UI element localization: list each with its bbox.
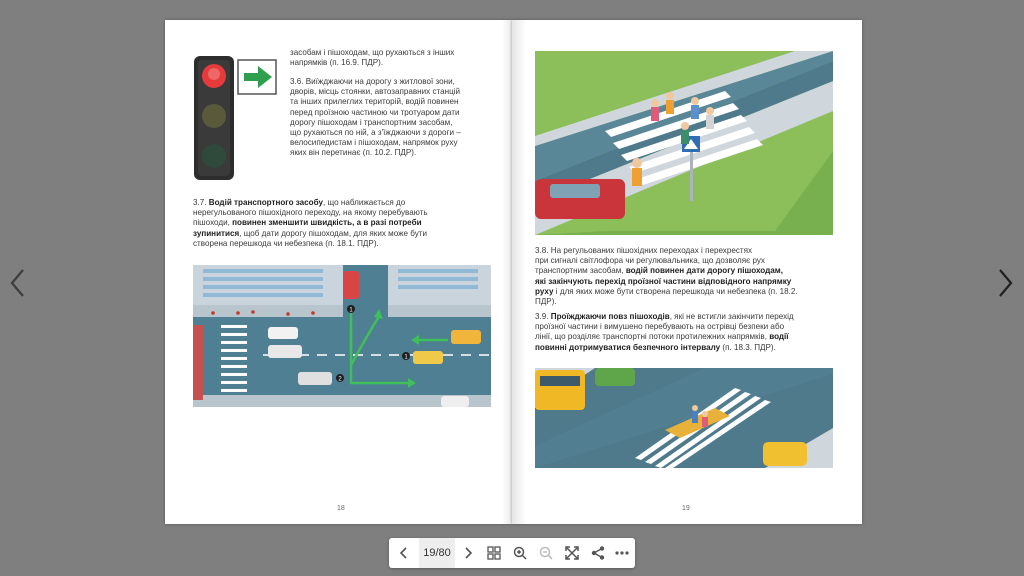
bold-text: руху xyxy=(535,286,554,296)
text-span: 3.9. xyxy=(535,312,551,321)
viewer-toolbar xyxy=(389,538,635,568)
paragraph-3-9 xyxy=(535,312,845,353)
text-span: , щоб дати дорогу пішоходам, для яких може бути xyxy=(239,228,428,238)
fullscreen-button[interactable] xyxy=(559,538,585,568)
chevron-left-icon xyxy=(8,266,28,300)
share-button[interactable] xyxy=(585,538,611,568)
text-line: яких він перетинає (п. 10.2. ПДР). xyxy=(290,148,417,158)
bold-text: повинен зменшити швидкість, а в разі потреби xyxy=(232,218,422,228)
text-span: і для яких може бути створена перешкода чи небезпека (п. 18.2. xyxy=(553,286,798,296)
text-line: напрямків (п. 16.9. ПДР). xyxy=(290,58,384,68)
chevron-left-icon xyxy=(396,545,412,561)
fullscreen-icon xyxy=(564,545,580,561)
text-line: 3.8. На регульованих пішохідних переходах і перехрестях xyxy=(535,246,753,255)
intersection-marker: 1 xyxy=(349,307,353,314)
bold-text: Водій транспортного засобу xyxy=(208,198,324,207)
paragraph-3-7 xyxy=(193,198,493,249)
text-line: створена перешкода чи небезпека (п. 18.1. ПДР). xyxy=(193,238,379,248)
chevron-right-icon xyxy=(995,266,1015,300)
paragraph-3-5-end xyxy=(290,48,454,68)
thumbnails-button[interactable] xyxy=(481,538,507,568)
page-number: 18 xyxy=(337,505,345,512)
bold-text: які закінчують перехід проїзної частини відповідного напрямку xyxy=(535,276,792,286)
zoom-in-icon xyxy=(512,545,528,561)
text-line: велосипедистам і пішоходам, напрямок руху xyxy=(290,138,458,148)
more-icon xyxy=(614,545,630,561)
text-line: нерегульованого пішохідного переходу, на якому перебувають xyxy=(193,208,428,218)
text-line: проїзної частини і вимушено перебувають на острівці безпеки або xyxy=(535,322,785,332)
text-span: лінії, що розділяє транспортні потоки протилежних напрямків, xyxy=(535,332,770,342)
text-span: пішоходи, xyxy=(193,218,233,228)
text-span: (п. 18.3. ПДР). xyxy=(720,342,776,352)
text-line: дворів, місць стоянки, автозаправних станцій xyxy=(290,87,461,97)
share-icon xyxy=(590,545,606,561)
intersection-illustration xyxy=(193,265,491,407)
next-page-button[interactable] xyxy=(455,538,481,568)
more-options-button[interactable] xyxy=(609,538,635,568)
right-page xyxy=(512,20,862,524)
zoom-in-button[interactable] xyxy=(507,538,533,568)
text-line: 3.6. Виїжджаючи на дорогу з житлової зони, xyxy=(290,77,455,86)
chevron-right-icon xyxy=(460,545,476,561)
text-span: 3.7. xyxy=(193,198,209,207)
text-line: засобам і пішоходам, що рухаються з інших xyxy=(290,48,455,57)
bold-text: повинні дотримуватися безпечного інтервалу xyxy=(535,342,721,352)
bold-text: водії xyxy=(769,332,789,342)
zoom-out-button[interactable] xyxy=(533,538,559,568)
text-span: , які не встигли закінчити перехід xyxy=(669,312,794,321)
intersection-marker: 1 xyxy=(404,354,408,361)
page-indicator[interactable]: 19/80 xyxy=(419,538,455,568)
paragraph-3-8 xyxy=(535,246,845,307)
text-line: що рухаються по ній, а з'їжджаючи з дороги – xyxy=(290,128,461,138)
next-page-arrow[interactable] xyxy=(995,266,1015,300)
text-line: при сигналі світлофора чи регулювальника, що дозволяє рух xyxy=(535,256,765,266)
previous-page-arrow[interactable] xyxy=(8,266,28,300)
text-span: , що наближається до xyxy=(323,198,406,207)
zoom-out-icon xyxy=(538,545,554,561)
traffic-light-illustration xyxy=(192,54,278,182)
grid-icon xyxy=(486,545,502,561)
prev-page-button[interactable] xyxy=(391,538,417,568)
intersection-marker: 2 xyxy=(338,376,342,383)
paragraph-3-6 xyxy=(290,77,461,159)
left-page xyxy=(165,20,512,524)
page-number: 19 xyxy=(682,505,690,512)
bold-text: Проїжджаючи повз пішоходів xyxy=(550,312,670,321)
text-line: ПДР). xyxy=(535,297,557,307)
crosswalk-illustration xyxy=(535,51,833,235)
text-line: та інших прилеглих територій, водій повинен xyxy=(290,97,459,107)
text-line: дорогу пішоходам і транспортним засобам, xyxy=(290,117,453,127)
bold-text: зупинитися xyxy=(193,228,240,238)
text-span: транспортним засобам, xyxy=(535,266,626,276)
text-line: перед проїзною частиною чи тротуаром дати xyxy=(290,107,460,117)
bold-text: водій повинен дати дорогу пішоходам, xyxy=(625,266,783,276)
safety-island-illustration xyxy=(535,368,833,468)
